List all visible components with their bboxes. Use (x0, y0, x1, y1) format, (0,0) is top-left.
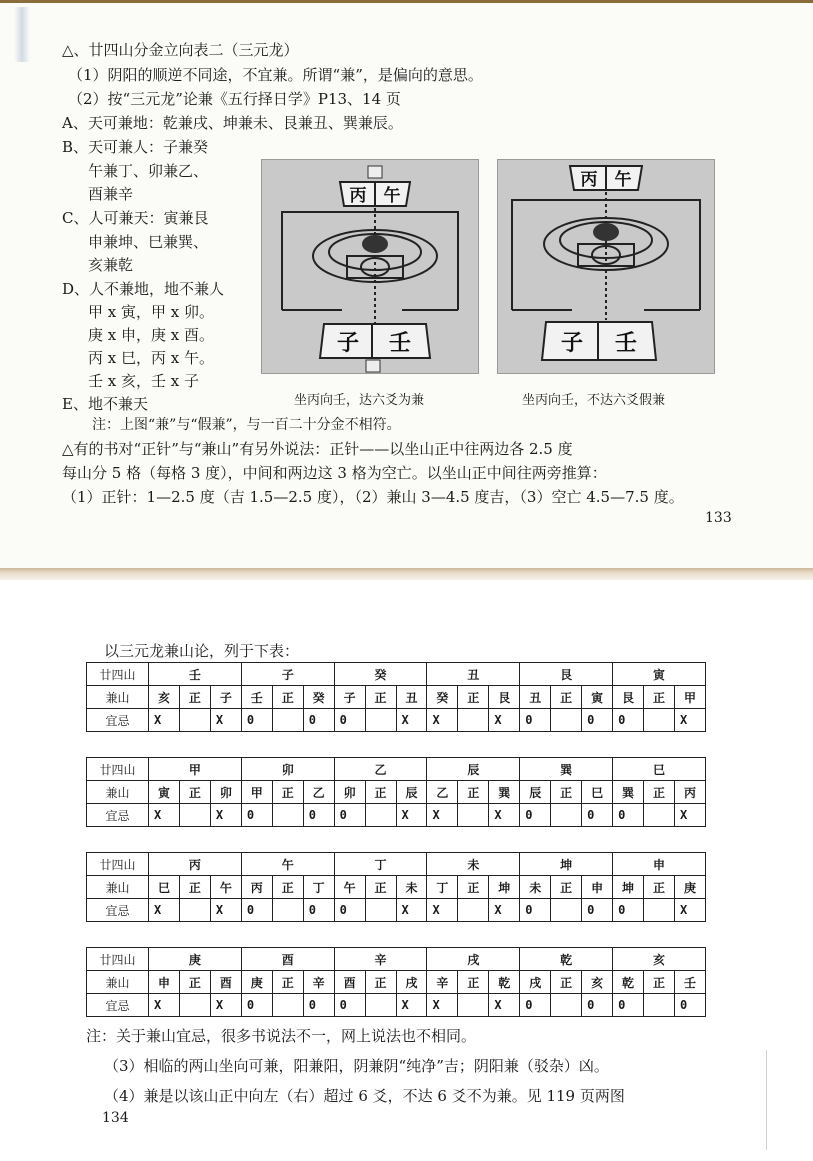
rule-d-line3: 庚 x 申，庚 x 酉。 (88, 326, 214, 344)
jian-cell: 戌 (396, 971, 427, 994)
yiji-cell (644, 709, 675, 732)
jian-cell: 正 (458, 686, 489, 709)
label-top-bing: 丙 (580, 170, 598, 190)
row-label: 兼山 (87, 971, 149, 994)
rule-c: C、人可兼天：寅兼艮 (62, 209, 209, 227)
row-label: 宜忌 (87, 899, 149, 922)
note-3: （3）相临的两山坐向可兼，阳兼阳，阴兼阴“纯净”吉；阴阳兼（驳杂）凶。 (104, 1057, 609, 1075)
yiji-cell: X (149, 899, 180, 922)
yiji-cell (365, 994, 396, 1017)
row-label: 兼山 (87, 686, 149, 709)
jian-cell: 丑 (520, 686, 551, 709)
yiji-cell: X (674, 709, 705, 732)
yiji-cell: 0 (582, 804, 613, 827)
mountain-cell: 丙 (149, 853, 242, 876)
table-note: 注：关于兼山宜忌，很多书说法不一，网上说法也不相同。 (86, 1027, 477, 1045)
rule-d-line4: 丙 x 巳，丙 x 午。 (88, 349, 214, 367)
jian-cell: 丁 (427, 876, 458, 899)
jian-cell: 艮 (489, 686, 520, 709)
jian-cell: 申 (582, 876, 613, 899)
yiji-cell (644, 804, 675, 827)
jianshan-table-2 (86, 757, 706, 827)
yiji-cell: 0 (613, 709, 644, 732)
para-line-1: △有的书对“正针”与“兼山”有另外说法：正针——以坐山正中往两边各 2.5 度 (62, 440, 573, 458)
yiji-cell (272, 804, 303, 827)
jian-cell: 正 (272, 971, 303, 994)
yiji-cell: 0 (674, 994, 705, 1017)
rule-c-line3: 亥兼乾 (88, 256, 134, 274)
yiji-cell: X (149, 994, 180, 1017)
label-bottom-zi: 子 (336, 331, 360, 356)
yiji-cell: X (489, 709, 520, 732)
jian-cell: 丙 (241, 876, 272, 899)
jian-cell: 辛 (427, 971, 458, 994)
mountain-cell: 申 (613, 853, 706, 876)
table-row-jianshan (87, 781, 706, 804)
yiji-cell (179, 709, 210, 732)
yiji-cell: X (210, 994, 241, 1017)
jian-cell: 亥 (582, 971, 613, 994)
yiji-cell: 0 (303, 709, 334, 732)
jian-cell: 坤 (613, 876, 644, 899)
yiji-cell: X (210, 709, 241, 732)
mountain-cell: 庚 (149, 948, 242, 971)
mountain-cell: 午 (241, 853, 334, 876)
figure-false-jian (497, 159, 715, 374)
mountain-cell: 艮 (520, 663, 613, 686)
yiji-cell: X (489, 899, 520, 922)
table-row-yiji (87, 804, 706, 827)
jian-cell: 正 (179, 686, 210, 709)
yiji-cell: 0 (241, 709, 272, 732)
yiji-cell (272, 709, 303, 732)
jian-cell: 辰 (520, 781, 551, 804)
label-top-wu: 午 (614, 170, 632, 190)
yiji-cell (458, 899, 489, 922)
jian-cell: 正 (551, 686, 582, 709)
jian-cell: 正 (644, 781, 675, 804)
jian-cell: 正 (551, 781, 582, 804)
yiji-cell: X (210, 899, 241, 922)
table-row-yiji (87, 994, 706, 1017)
table-row-jianshan (87, 971, 706, 994)
table-intro: 以三元龙兼山论，列于下表： (104, 642, 300, 660)
jian-cell: 正 (179, 971, 210, 994)
table-row-yiji (87, 709, 706, 732)
rule-d-line5: 壬 x 亥，壬 x 子 (88, 372, 199, 390)
yiji-cell: X (427, 709, 458, 732)
table-row-yiji (87, 899, 706, 922)
yiji-cell: 0 (334, 709, 365, 732)
label-bottom-ren: 壬 (388, 331, 412, 356)
jian-cell: 乙 (427, 781, 458, 804)
page-133 (0, 0, 813, 568)
jian-cell: 正 (365, 876, 396, 899)
yiji-cell: 0 (303, 899, 334, 922)
jian-cell: 乾 (489, 971, 520, 994)
table-row-mountains (87, 853, 706, 876)
jian-cell: 未 (396, 876, 427, 899)
mountain-cell: 壬 (149, 663, 242, 686)
mountain-cell: 乾 (520, 948, 613, 971)
jian-cell: 卯 (334, 781, 365, 804)
yiji-cell: X (149, 709, 180, 732)
row-label: 宜忌 (87, 994, 149, 1017)
page-number: 133 (705, 510, 732, 526)
jianshan-table-3 (86, 852, 706, 922)
yiji-cell (365, 709, 396, 732)
table-row-mountains (87, 663, 706, 686)
mountain-cell: 戌 (427, 948, 520, 971)
yiji-cell: 0 (613, 994, 644, 1017)
jian-cell: 甲 (241, 781, 272, 804)
label-top-wu: 午 (383, 186, 401, 206)
mountain-cell: 未 (427, 853, 520, 876)
yiji-cell: X (427, 804, 458, 827)
jian-cell: 辛 (303, 971, 334, 994)
jian-cell: 乾 (613, 971, 644, 994)
jian-cell: 寅 (149, 781, 180, 804)
text-line-1: （1）阴阳的顺逆不同途，不宜兼。所谓“兼”，是偏向的意思。 (68, 66, 483, 84)
jian-cell: 壬 (674, 971, 705, 994)
jian-cell: 癸 (303, 686, 334, 709)
yiji-cell: X (489, 994, 520, 1017)
jian-cell: 正 (644, 686, 675, 709)
yiji-cell: X (396, 709, 427, 732)
yiji-cell: 0 (582, 994, 613, 1017)
para-line-3: （1）正针：1—2.5 度（吉 1.5—2.5 度），（2）兼山 3—4.5 度吉，（3）空亡 4.5—7.5 度。 (62, 488, 684, 506)
mountain-cell: 辛 (334, 948, 427, 971)
jian-cell: 寅 (582, 686, 613, 709)
jian-cell: 辰 (396, 781, 427, 804)
yiji-cell (644, 994, 675, 1017)
label-bottom-zi: 子 (560, 331, 584, 356)
yiji-cell (179, 804, 210, 827)
yiji-cell: 0 (613, 804, 644, 827)
mountain-cell: 卯 (241, 758, 334, 781)
yiji-cell: 0 (303, 994, 334, 1017)
page-number: 134 (102, 1110, 129, 1126)
yiji-cell: X (427, 994, 458, 1017)
compass-diagram-left (262, 160, 479, 374)
jian-cell: 正 (644, 971, 675, 994)
jianshan-table-4 (86, 947, 706, 1017)
yiji-cell (551, 804, 582, 827)
yiji-cell: 0 (520, 994, 551, 1017)
mountain-cell: 坤 (520, 853, 613, 876)
jian-cell: 戌 (520, 971, 551, 994)
yiji-cell: X (674, 804, 705, 827)
mountain-cell: 乙 (334, 758, 427, 781)
jian-cell: 丙 (674, 781, 705, 804)
jian-cell: 正 (179, 876, 210, 899)
jian-cell: 庚 (241, 971, 272, 994)
jianshan-table-1 (86, 662, 706, 732)
yiji-cell (551, 709, 582, 732)
row-label: 兼山 (87, 876, 149, 899)
mountain-cell: 巳 (613, 758, 706, 781)
jian-cell: 酉 (210, 971, 241, 994)
yiji-cell: 0 (334, 899, 365, 922)
table-row-mountains (87, 758, 706, 781)
yiji-cell: 0 (613, 899, 644, 922)
jian-cell: 巳 (149, 876, 180, 899)
yiji-cell: X (489, 804, 520, 827)
row-label: 廿四山 (87, 663, 149, 686)
yiji-cell (458, 994, 489, 1017)
jian-cell: 午 (334, 876, 365, 899)
rule-b: B、天可兼人：子兼癸 (62, 138, 209, 156)
yiji-cell: X (149, 804, 180, 827)
jian-cell: 巽 (613, 781, 644, 804)
yiji-cell: X (396, 804, 427, 827)
yiji-cell (365, 899, 396, 922)
rule-b-line3: 酉兼辛 (88, 185, 134, 203)
row-label: 宜忌 (87, 804, 149, 827)
yiji-cell: X (674, 899, 705, 922)
yiji-cell: 0 (241, 804, 272, 827)
jian-cell: 子 (334, 686, 365, 709)
yiji-cell: X (396, 899, 427, 922)
jian-cell: 正 (551, 971, 582, 994)
jian-cell: 甲 (674, 686, 705, 709)
mountain-cell: 亥 (613, 948, 706, 971)
figure-note: 注：上图“兼”与“假兼”，与一百二十分金不相符。 (92, 417, 401, 433)
jian-cell: 未 (520, 876, 551, 899)
yiji-cell: X (210, 804, 241, 827)
jian-cell: 乙 (303, 781, 334, 804)
caption-right: 坐丙向壬，不达六爻假兼 (522, 393, 666, 408)
mountain-cell: 巽 (520, 758, 613, 781)
compass-diagram-right (498, 160, 715, 374)
yiji-cell: 0 (241, 994, 272, 1017)
rule-e: E、地不兼天 (62, 395, 148, 413)
yiji-cell (365, 804, 396, 827)
jian-cell: 巽 (489, 781, 520, 804)
mountain-cell: 丁 (334, 853, 427, 876)
rule-c-line2: 申兼坤、巳兼巽、 (88, 233, 209, 251)
yiji-cell (551, 994, 582, 1017)
row-label: 廿四山 (87, 758, 149, 781)
mountain-cell: 癸 (334, 663, 427, 686)
yiji-cell: 0 (582, 709, 613, 732)
rule-b-line2: 午兼丁、卯兼乙、 (88, 162, 209, 180)
jian-cell: 亥 (149, 686, 180, 709)
yiji-cell: 0 (582, 899, 613, 922)
jian-cell: 壬 (241, 686, 272, 709)
text-line-2: （2）按“三元龙”论兼《五行择日学》P13、14 页 (68, 90, 401, 108)
table-row-mountains (87, 948, 706, 971)
yiji-cell: 0 (520, 899, 551, 922)
yiji-cell (458, 709, 489, 732)
yiji-cell: 0 (334, 994, 365, 1017)
rule-d: D、人不兼地，地不兼人 (62, 280, 225, 298)
jian-cell: 午 (210, 876, 241, 899)
yiji-cell: X (427, 899, 458, 922)
mountain-cell: 丑 (427, 663, 520, 686)
jian-cell: 卯 (210, 781, 241, 804)
yiji-cell (179, 899, 210, 922)
jian-cell: 正 (365, 971, 396, 994)
rule-a: A、天可兼地：乾兼戌、坤兼未、艮兼丑、巽兼辰。 (62, 114, 403, 132)
figure-jian (261, 159, 479, 374)
table-row-jianshan (87, 876, 706, 899)
jian-cell: 正 (458, 781, 489, 804)
rule-d-line2: 甲 x 寅，甲 x 卯。 (88, 303, 214, 321)
jian-cell: 正 (365, 781, 396, 804)
jian-cell: 丁 (303, 876, 334, 899)
yiji-cell (551, 899, 582, 922)
jian-cell: 庚 (674, 876, 705, 899)
yiji-cell: 0 (520, 804, 551, 827)
jian-cell: 坤 (489, 876, 520, 899)
jian-cell: 正 (272, 686, 303, 709)
note-4: （4）兼是以该山正中向左（右）超过 6 爻，不达 6 爻不为兼。见 119 页两图 (104, 1087, 625, 1105)
caption-left: 坐丙向壬，达六爻为兼 (294, 393, 425, 408)
row-label: 廿四山 (87, 948, 149, 971)
jian-cell: 正 (551, 876, 582, 899)
jian-cell: 癸 (427, 686, 458, 709)
mountain-cell: 寅 (613, 663, 706, 686)
jian-cell: 申 (149, 971, 180, 994)
yiji-cell (272, 994, 303, 1017)
jian-cell: 正 (458, 971, 489, 994)
table-row-jianshan (87, 686, 706, 709)
jian-cell: 丑 (396, 686, 427, 709)
jian-cell: 正 (365, 686, 396, 709)
jian-cell: 正 (179, 781, 210, 804)
yiji-cell: 0 (520, 709, 551, 732)
page-separator (0, 568, 813, 580)
jian-cell: 酉 (334, 971, 365, 994)
yiji-cell: X (396, 994, 427, 1017)
yiji-cell: 0 (303, 804, 334, 827)
mountain-cell: 子 (241, 663, 334, 686)
yiji-cell: 0 (334, 804, 365, 827)
yiji-cell (458, 804, 489, 827)
yiji-cell (644, 899, 675, 922)
row-label: 兼山 (87, 781, 149, 804)
jian-cell: 艮 (613, 686, 644, 709)
row-label: 宜忌 (87, 709, 149, 732)
mountain-cell: 辰 (427, 758, 520, 781)
section-title: △、廿四山分金立向表二（三元龙） (62, 41, 299, 59)
jian-cell: 正 (644, 876, 675, 899)
label-bottom-ren: 壬 (614, 331, 638, 356)
jian-cell: 巳 (582, 781, 613, 804)
yiji-cell (179, 994, 210, 1017)
label-top-bing: 丙 (349, 186, 367, 206)
jian-cell: 子 (210, 686, 241, 709)
yiji-cell: 0 (241, 899, 272, 922)
para-line-2: 每山分 5 格（每格 3 度），中间和两边这 3 格为空亡。以坐山正中间往两旁推算： (62, 464, 607, 482)
mountain-cell: 酉 (241, 948, 334, 971)
jian-cell: 正 (272, 781, 303, 804)
mountain-cell: 甲 (149, 758, 242, 781)
row-label: 廿四山 (87, 853, 149, 876)
page-134 (0, 580, 813, 1161)
jian-cell: 正 (272, 876, 303, 899)
jian-cell: 正 (458, 876, 489, 899)
yiji-cell (272, 899, 303, 922)
